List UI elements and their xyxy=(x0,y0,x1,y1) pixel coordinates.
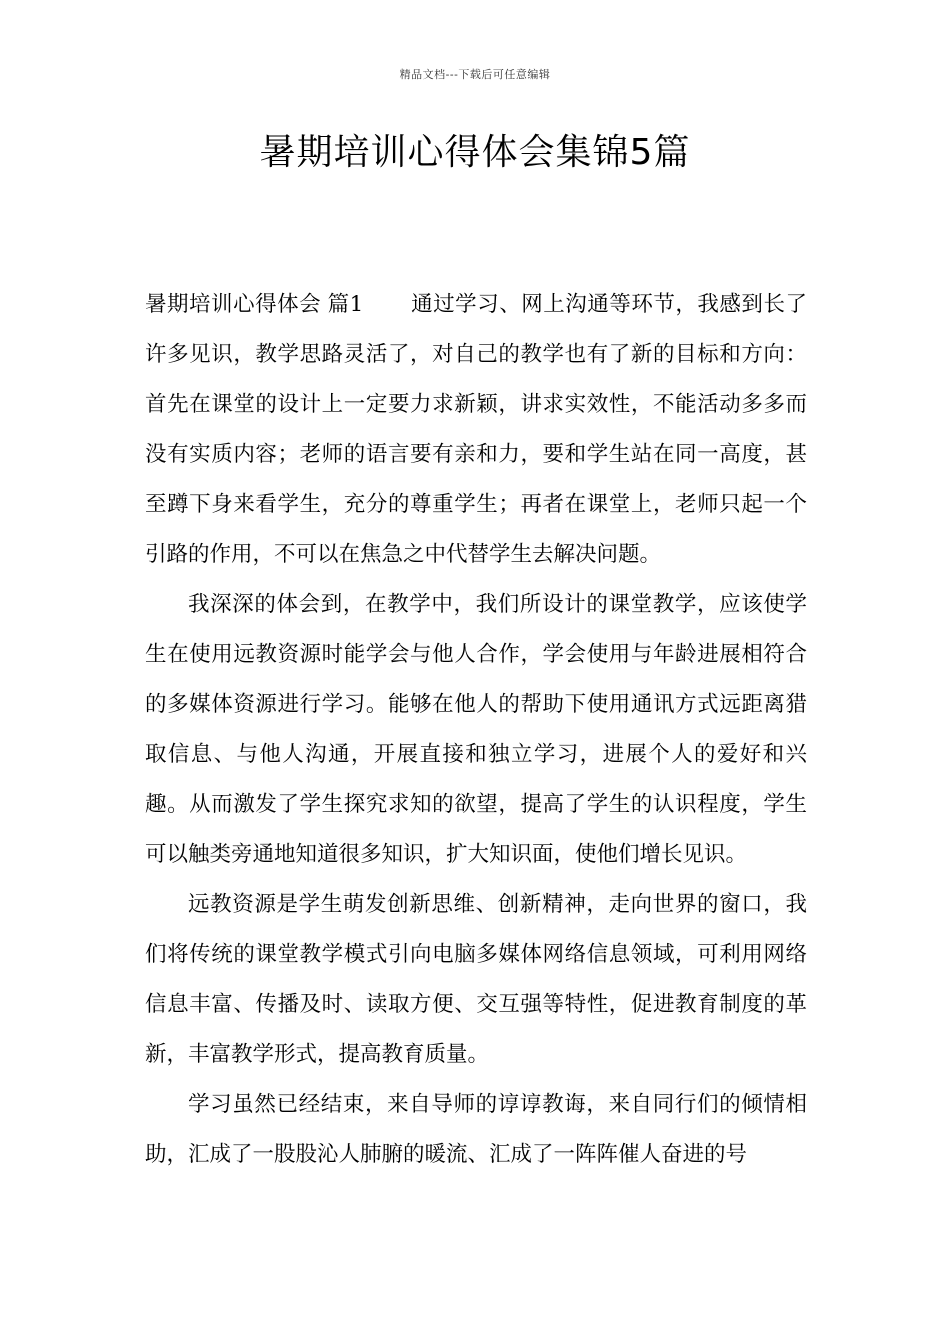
paragraph-1 xyxy=(145,280,807,580)
document-body xyxy=(145,280,807,1180)
paragraph-2: 我深深的体会到，在教学中，我们所设计的课堂教学，应该使学生在使用远教资源时能学会与他人合作，学会使用与年龄进展相符合的多媒体资源进行学习。能够在他人的帮助下使用通讯方式远距离猎取信息、与他人沟通，开展直接和独立学习，进展个人的爱好和兴趣。从而激发了学生探究求知的欲望，提高了学生的认识程度，学生可以触类旁通地知道很多知识，扩大知识面，使他们增长见识。 xyxy=(145,592,807,867)
section-heading: 暑期培训心得体会 xyxy=(145,292,322,317)
paragraph-1-text: 通过学习、网上沟通等环节，我感到长了许多见识，教学思路灵活了，对自己的教学也有了新的目标和方向：首先在课堂的设计上一定要力求新颖，讲求实效性，不能活动多多而没有实质内容；老师的语言要有亲和力，要和学生站在同一高度，甚至蹲下身来看学生，充分的尊重学生；再者在课堂上，老师只起一个引路的作用，不可以在焦急之中代替学生去解决问题。 xyxy=(145,292,807,567)
header-note: 精品文档---下载后可任意编辑 xyxy=(399,68,551,81)
document-title: 暑期培训心得体会集锦5篇 xyxy=(259,132,691,173)
paragraph-3: 远教资源是学生萌发创新思维、创新精神，走向世界的窗口，我们将传统的课堂教学模式引向电脑多媒体网络信息领域，可利用网络信息丰富、传播及时、读取方便、交互强等特性，促进教育制度的革新，丰富教学形式，提高教育质量。 xyxy=(145,892,807,1067)
paragraph-4: 学习虽然已经结束，来自导师的谆谆教诲，来自同行们的倾情相助，汇成了一股股沁人肺腑的暖流、汇成了一阵阵催人奋进的号 xyxy=(145,1092,807,1167)
section-number: 篇1 xyxy=(327,292,364,317)
